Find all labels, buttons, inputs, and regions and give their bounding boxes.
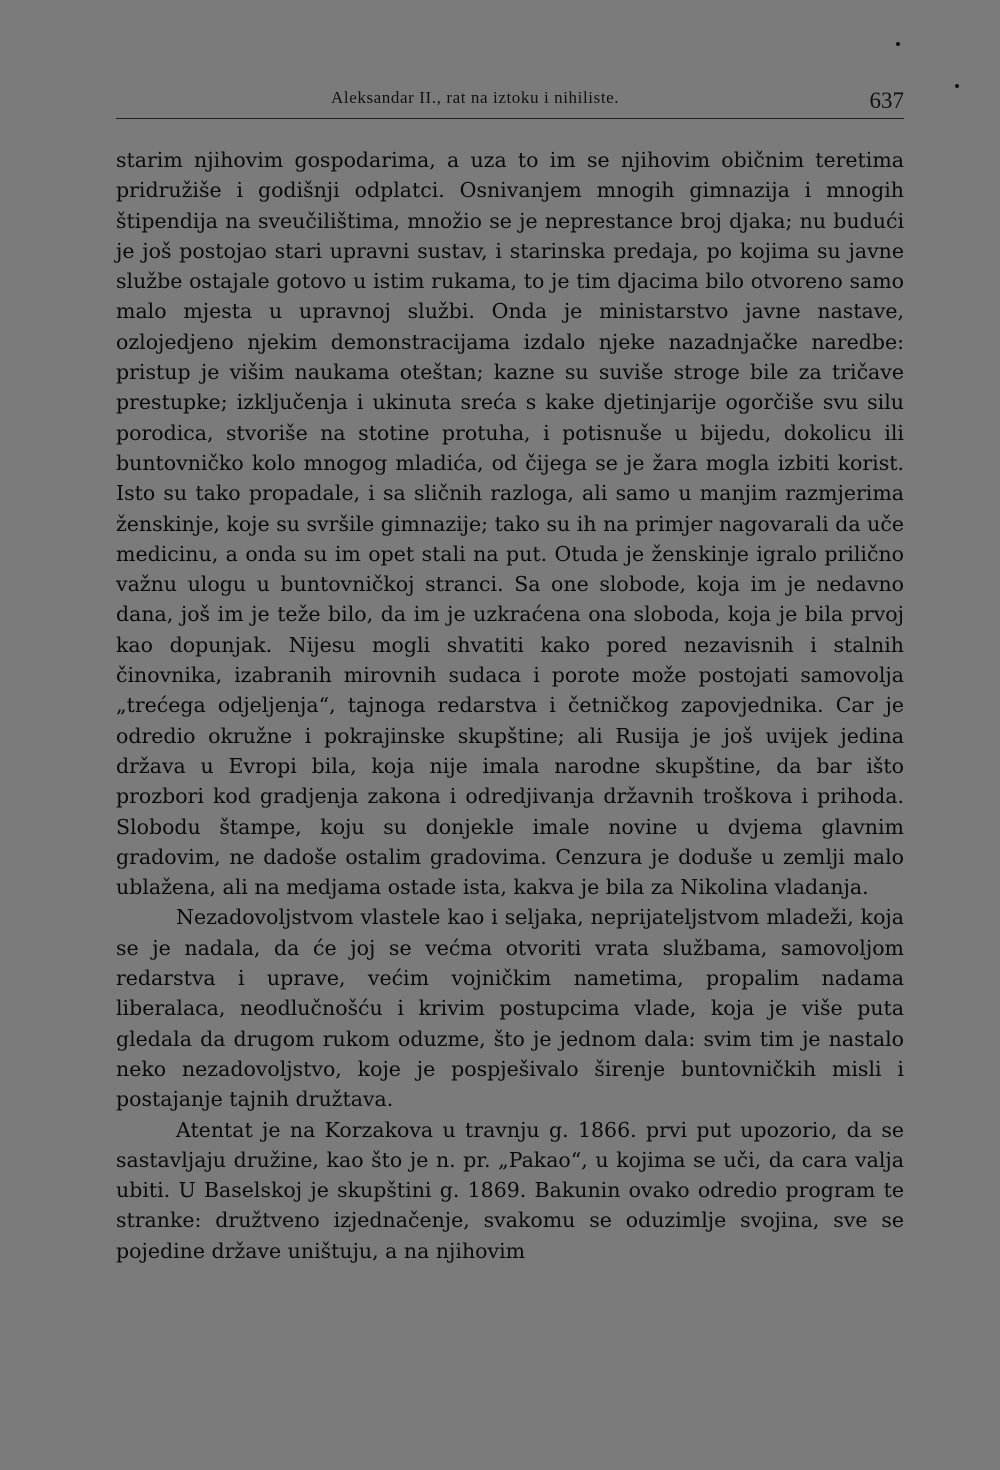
running-title: Aleksandar II., rat na iztoku i nihiliste. — [331, 88, 620, 107]
paragraph: starim njihovim gospodarima, a uza to im se njihovim običnim teretima pridružiše i godišnji odplatci. Osnivanjem mnogih gimnazija i mnogih štipendija na sveučilištima, množio se je neprestance broj djaka; nu budući je još postojao stari upravni sustav, i starinska predaja, po kojima su javne službe ostajale gotovo u istim rukama, to je tim djacima bilo otvoreno samo malo mjesta u upravnoj službi. Onda je ministarstvo javne nastave, ozlojedjeno njekim demonstracijama izdalo njeke nazadnjačke naredbe: pristup je višim naukama oteštan; kazne su suviše stroge bile za tričave prestupke; izključenja i ukinuta sreća s kake djetinjarije ogorčiše svu silu porodica, stvoriše na stotine protuha, i potisnuše u bijedu, dokolicu ili buntovničko kolo mnogog mladića, od čijega se je žara mogla izbiti korist. Isto su tako propadale, i sa sličnih razloga, ali samo u manjim razmjerima ženskinje, koje su svršile gimnazije; tako su ih na primjer nagovarali da uče medicinu, a onda su im opet stali na put. Otuda je ženskinje igralo prilično važnu ulogu u buntovničkoj stranci. Sa one slobode, koja im je nedavno dana, još im je teže bilo, da im je uzkraćena ona sloboda, koja je bila prvoj kao dopunjak. Nijesu mogli shvatiti kako pored nezavisnih i stalnih činovnika, izabranih mirovnih sudaca i porote može postojati samovolja „trećega odjeljenja“, tajnoga redarstva i četničkog zapovjednika. Car je odredio okružne i pokrajinske skupštine; ali Rusija je još uvijek jedina država u Evropi bila, koja nije imala narodne skupštine, da bar išto prozbori kod gradjenja zakona i odredjivanja državnih troškova i prihoda. Slobodu štampe, koju su donjekle imale novine u dvjema glavnim gradovim, ne dadoše ostalim gradovima. Cenzura je doduše u zemlji malo ublažena, ali na medjama ostade ista, kakva je bila za Nikolina vladanja. — [116, 148, 904, 900]
paragraph: Nezadovoljstvom vlastele kao i seljaka, neprijateljstvom mladeži, koja se je nadala, da će joj se većma otvoriti vrata službama, samovoljom redarstva i uprave, većim vojničkim nametima, propalim nadama liberalaca, neodlučnošću i krivim postupcima vlade, koja je više puta gledala da drugom rukom oduzme, što je jednom dala: svim tim je nastalo neko nezadovoljstvo, koje je pospješivalo širenje buntovničkih misli i postajanje tajnih družtava. — [116, 905, 904, 1112]
page-number: 637 — [869, 88, 904, 113]
body-text — [116, 145, 904, 1266]
paragraph: Atentat je na Korzakova u travnju g. 1866. prvi put upozorio, da se sastavljaju družine, kao što je n. pr. „Pakao“, u kojima se uči, da cara valja ubiti. U Baselskoj je skupštini g. 1869. Bakunin ovako odredio program te stranke: družtveno izjednačenje, svakomu se oduzimlje svojina, sve se pojedine države uništuju, a na njihovim — [116, 1117, 904, 1263]
scan-speck — [896, 42, 900, 46]
header-rule — [116, 118, 904, 119]
scan-speck — [955, 84, 959, 88]
page-header — [116, 88, 906, 118]
